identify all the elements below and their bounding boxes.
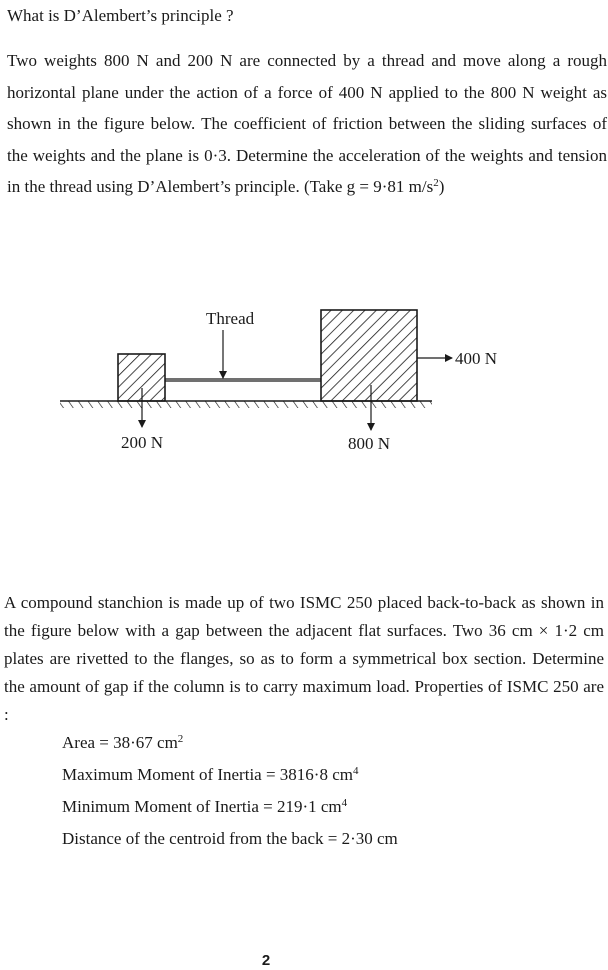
question-1-superscript: 2 (433, 177, 439, 189)
large-weight-label: 800 N (348, 434, 391, 453)
small-weight-label: 200 N (121, 433, 164, 452)
thread-label: Thread (206, 309, 255, 328)
ground-surface (60, 401, 432, 408)
section-properties-list (62, 727, 398, 855)
property-centroid-distance: Distance of the centroid from the back = 2·30 cm (62, 829, 398, 848)
property-min-moment-of-inertia: Minimum Moment of Inertia = 219·1 $cm^4$ (62, 797, 348, 816)
weights-thread-diagram (0, 290, 608, 470)
page-number: 2 (261, 952, 271, 969)
property-max-moment-of-inertia: Maximum Moment of Inertia = 3816·8 $cm^4$ (62, 765, 359, 784)
question-1-text: Two weights 800 N and 200 N are connected by a thread and move along a rough horizontal plane under the action of a force of 400 N applied to the 800 N weight as shown in the figure below. The coefficient of friction between the sliding surfaces of the weights and the plane is 0·3. Determine the acceleration of the weights and tension in the thread using D’Alembert’s principle. (Take g = 9·81 m/s (7, 51, 607, 196)
thread-line (165, 379, 321, 381)
applied-force-label: 400 N (455, 349, 498, 368)
property-area: Area = 38·67 $cm^2$ (62, 733, 184, 752)
question-2-body: A compound stanchion is made up of two ISMC 250 placed back-to-back as shown in the figure below with a gap between the adjacent flat surfaces. Two 36 cm × 1·2 cm plates are rivetted to the flanges, so as to form a symmetrical box section. Determine the amount of gap if the column is to carry maximum load. Properties of ISMC 250 are : (4, 593, 604, 724)
large-weight-block (321, 310, 417, 401)
question-1-title: What is D’Alembert’s principle ? (7, 6, 234, 25)
question-1-body (7, 45, 607, 203)
question-1-closing: ) (438, 177, 445, 196)
